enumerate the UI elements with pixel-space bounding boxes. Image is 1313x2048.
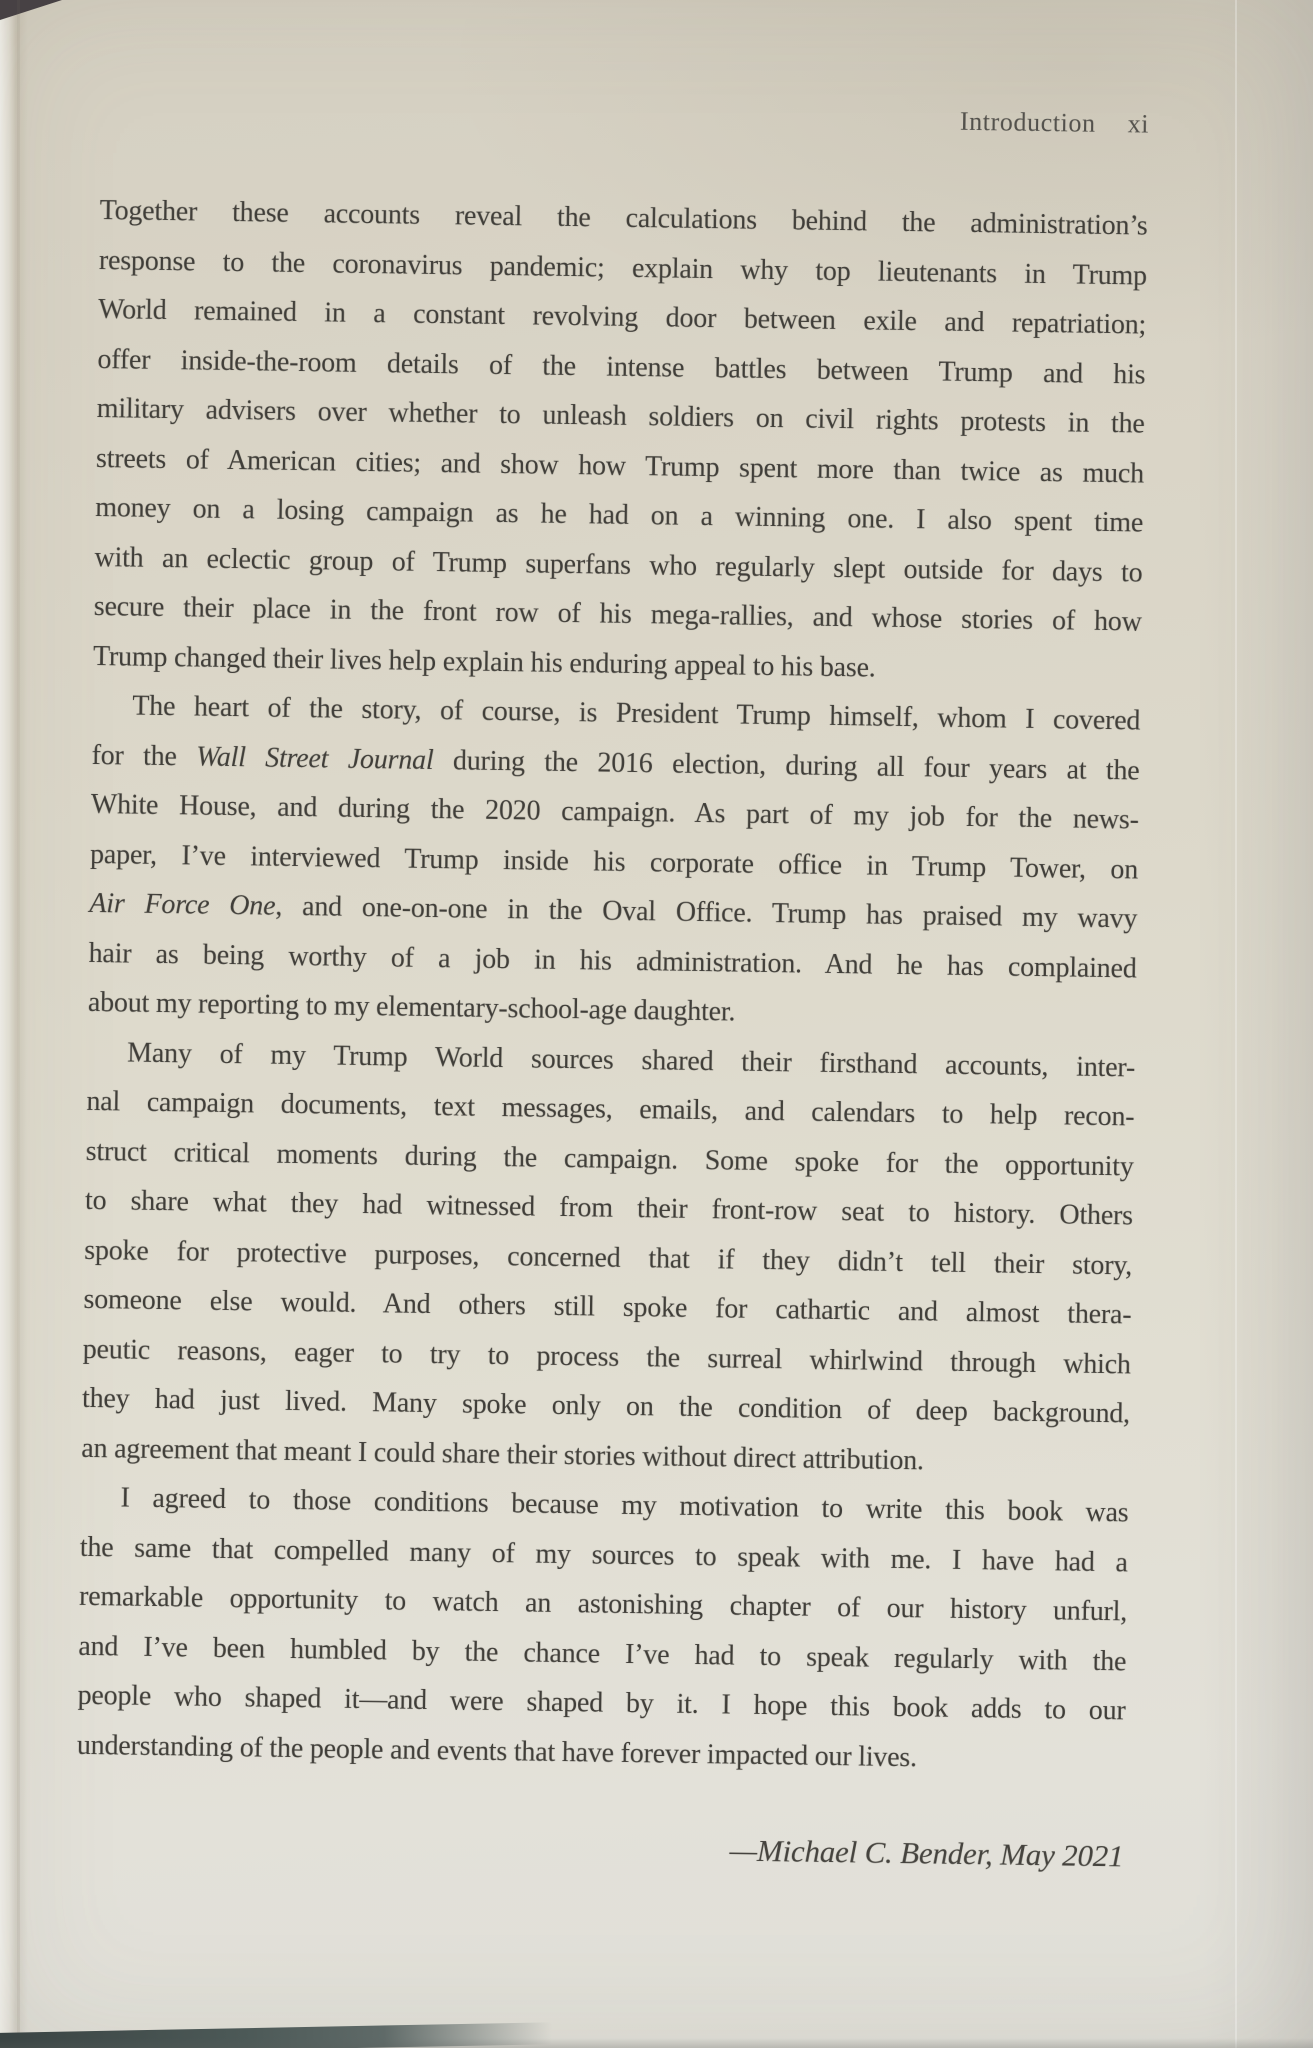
text-line: people who shaped it—and were shaped by it. I hope this book adds to our [77, 1679, 1126, 1727]
page-number: xi [1127, 109, 1150, 139]
text-line: Together these accounts reveal the calculations behind the administration’s [99, 194, 1148, 242]
text-line: nal campaign documents, text messages, emails, and calendars to help recon- [86, 1085, 1135, 1133]
text-line: an agreement that meant I could share their stories without direct attribution. [81, 1432, 925, 1476]
paragraph [77, 1473, 1129, 1786]
paragraph [81, 1027, 1135, 1488]
text-line: peutic reasons, eager to try to process the surreal whirlwind through which [82, 1333, 1131, 1380]
text-line: Air Force One, and one-on-one in the Oval Office. Trump has praised my wavy [89, 887, 1138, 935]
text-line: remarkable opportunity to watch an astonishing chapter of our history unfurl, [78, 1580, 1128, 1628]
text-line: I agreed to those conditions because my motivation to write this book was [120, 1482, 1129, 1529]
text-line: offer inside-the-room details of the intense battles between Trump and his [97, 343, 1146, 391]
text-line: struct critical moments during the campaign. Some spoke for the opportunity [85, 1135, 1134, 1182]
text-line: someone else would. And others still spoke for cathartic and almost thera- [83, 1283, 1132, 1331]
bottom-shadow [0, 2038, 1313, 2048]
body-text [75, 186, 1148, 1881]
text-line: the same that compelled many of my sources to speak with me. I have had a [79, 1531, 1128, 1578]
text-line: World remained in a constant revolving door between exile and repatriation; [97, 293, 1147, 341]
text-line: understanding of the people and events that have forever impacted our lives. [76, 1729, 918, 1773]
text-line: Many of my Trump World sources shared their firsthand accounts, inter- [126, 1037, 1136, 1083]
text-line: they had just lived. Many spoke only on the condition of deep background, [81, 1382, 1131, 1430]
text-line: Trump changed their lives help explain his enduring appeal to his base. [92, 640, 876, 684]
text-line: with an eclectic group of Trump superfans who regularly slept outside for days to [94, 541, 1143, 589]
text-line: spoke for protective purposes, concerned that if they didn’t tell their story, [84, 1234, 1133, 1281]
paragraph [93, 186, 1148, 696]
text-line: The heart of the story, of course, is President Trump himself, whom I covered [132, 690, 1141, 737]
text-line: paper, I’ve interviewed Trump inside his corporate office in Trump Tower, on [89, 838, 1139, 885]
text-line: for the Wall Street Journal during the 2016 election, during all four years at the [91, 739, 1140, 786]
text-line: military advisers over whether to unleash soldiers on civil rights protests in the [96, 392, 1145, 440]
text-line: money on a losing campaign as he had on a winning one. I also spent time [95, 491, 1144, 539]
text-line: streets of American cities; and show how Trump spent more than twice as much [95, 442, 1145, 490]
running-head [101, 94, 1149, 140]
text-line: secure their place in the front row of his mega-rallies, and whose stories of how [93, 590, 1142, 638]
text-line: White House, and during the 2020 campaign. As part of my job for the news- [90, 788, 1139, 836]
author-signature: —Michael C. Bender, May 2021 [729, 1832, 1124, 1874]
text-line: about my reporting to my elementary-school-age daughter. [87, 986, 736, 1028]
text-line: to share what they had witnessed from their front-row seat to history. Others [84, 1184, 1134, 1232]
text-line: response to the coronavirus pandemic; explain why top lieutenants in Trump [98, 244, 1148, 292]
paragraph [88, 681, 1141, 1043]
text-line: hair as being worthy of a job in his administration. And he has complained [88, 937, 1137, 984]
running-head-title: Introduction [959, 106, 1096, 138]
text-line: and I’ve been humbled by the chance I’ve had to speak regularly with the [78, 1630, 1127, 1677]
